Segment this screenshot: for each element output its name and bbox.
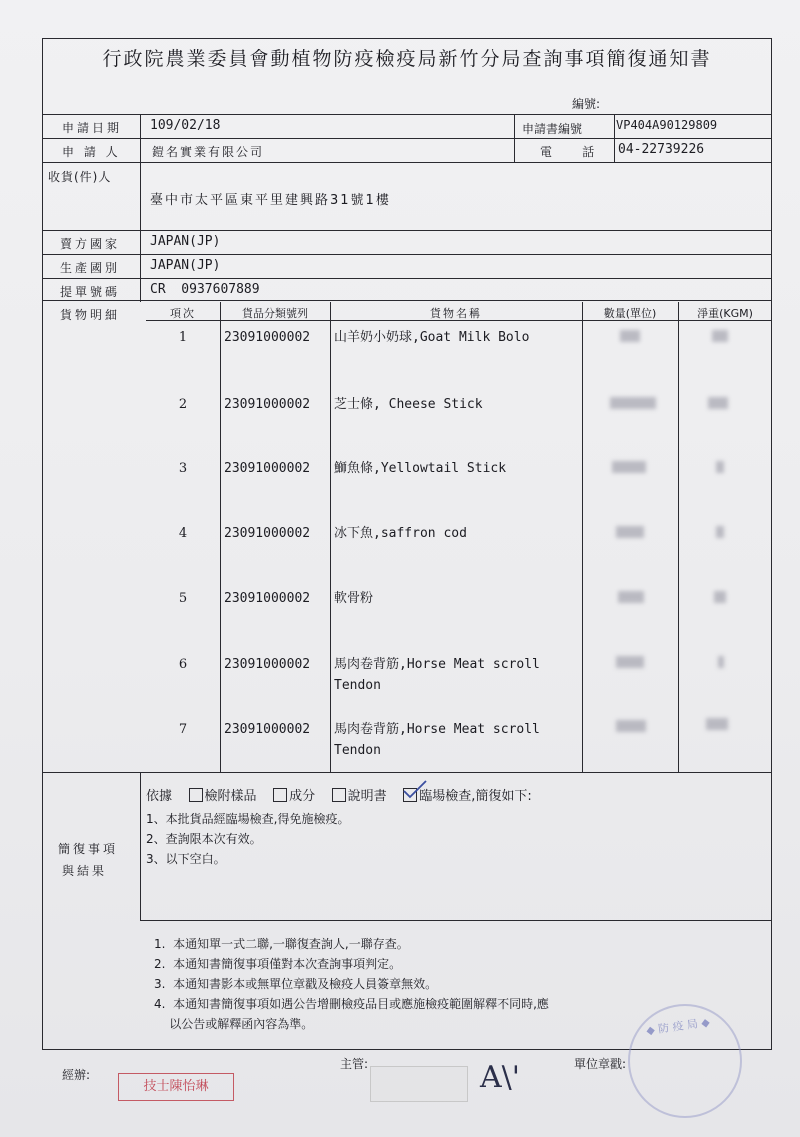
applicant-label: 申 請 人 [62,145,121,159]
table-row-7-no: 7 [178,722,188,737]
serial-label: 編號: [572,97,601,111]
supervisor-label: 主管: [340,1057,369,1071]
note-2: 2. 本通知書簡復事項僅對本次查詢事項判定。 [154,957,402,971]
table-row-3-name: 鰤魚條,Yellowtail Stick [334,461,507,476]
col-header-qty: 數量(單位) [603,307,657,320]
checkbox-manual[interactable] [332,788,346,802]
unit-seal-label: 單位章戳: [574,1057,627,1071]
table-row-1-no: 1 [178,330,188,345]
table-row-2-weight-redacted [708,397,728,409]
consignee-address: 臺中市太平區東平里建興路31號1樓 [150,193,391,208]
col-header-code: 貨品分類號列 [242,307,308,320]
result-section-label-1: 簡復事項 [58,842,119,856]
basis-tail: ,簡復如下: [471,789,532,804]
table-row-6-qty-redacted [616,656,644,668]
col-header-no: 項次 [170,307,196,320]
table-row-5-name: 軟骨粉 [334,591,374,606]
table-row-2-qty-redacted [610,397,656,409]
table-row-4-qty-redacted [616,526,644,538]
result-section-label-2: 與結果 [62,864,108,878]
table-row-6-weight-redacted [718,656,724,668]
handler-label: 經辦: [62,1068,91,1082]
table-row-7-weight-redacted [706,718,728,730]
table-row-7-name: 馬肉卷背筋,Horse Meat scroll Tendon [334,722,540,758]
checkbox-ingredient[interactable] [273,788,287,802]
table-row-3-weight-redacted [716,461,724,473]
basis-line [146,785,532,804]
result-line-1: 1、本批貨品經臨場檢查,得免施檢疫。 [146,812,350,826]
note-5: 以公告或解釋函內容為準。 [154,1017,314,1031]
table-row-2-name: 芝士條, Cheese Stick [334,397,483,412]
table-row-4-no: 4 [178,526,188,541]
checkbox-onsite-inspection[interactable] [403,788,417,802]
col-header-weight: 淨重(KGM) [697,307,753,320]
table-row-4-weight-redacted [716,526,724,538]
table-row-4-code: 23091000002 [224,526,311,541]
checkmark-icon [402,779,428,801]
table-row-6-name: 馬肉卷背筋,Horse Meat scroll Tendon [334,657,540,693]
table-row-5-no: 5 [178,591,188,606]
table-row-1-name: 山羊奶小奶球,Goat Milk Bolo [334,330,530,345]
checkbox-sample-label: 檢附樣品 [204,789,257,804]
form-no-label: 申請書編號 [522,122,583,136]
waybill-label: 提單號碼 [60,285,121,299]
table-row-5-code: 23091000002 [224,591,311,606]
unit-seal-text: ◆ 防 疫 局 ◆ [645,1015,711,1038]
supervisor-stamp [370,1066,468,1102]
basis-label: 依據 [146,789,173,804]
note-4: 4. 本通知書簡復事項如遇公告增刪檢疫品目或應施檢疫範圍解釋不同時,應 [154,997,549,1011]
form-no-value: VP404A90129809 [616,118,718,132]
origin-country-value: JAPAN(JP) [150,258,221,273]
table-row-2-code: 23091000002 [224,397,311,412]
document-title: 行政院農業委員會動植物防疫檢疫局新竹分局查詢事項簡復通知書 [102,48,712,70]
table-row-1-qty-redacted [620,330,640,342]
table-row-7-qty-redacted [616,720,646,732]
note-3: 3. 本通知書影本或無單位章戳及檢疫人員簽章無效。 [154,977,438,991]
handler-stamp: 技士陳怡琳 [118,1073,234,1101]
table-row-3-qty-redacted [612,461,646,473]
table-row-7-code: 23091000002 [224,722,311,737]
seller-country-value: JAPAN(JP) [150,234,221,249]
table-row-3-no: 3 [178,461,188,476]
apply-date-value: 109/02/18 [150,118,221,133]
col-header-name: 貨物名稱 [430,307,482,320]
table-row-3-code: 23091000002 [224,461,311,476]
apply-date-label: 申請日期 [62,121,123,135]
checkbox-ingredient-label: 成分 [289,789,316,804]
applicant-value: 鎧名實業有限公司 [152,145,265,159]
table-row-2-no: 2 [178,397,188,412]
phone-value: 04-22739226 [618,142,705,157]
result-line-2: 2、查詢限本次有效。 [146,832,262,846]
goods-detail-label: 貨物明細 [60,308,121,322]
table-row-5-weight-redacted [714,591,726,603]
seller-country-label: 賣方國家 [60,237,121,251]
table-row-4-name: 冰下魚,saffron cod [334,526,467,541]
note-1: 1. 本通知單一式二聯,一聯復查詢人,一聯存查。 [154,937,409,951]
phone-label: 電 話 [540,145,598,159]
table-row-5-qty-redacted [618,591,644,603]
table-row-1-code: 23091000002 [224,330,311,345]
supervisor-signature: A\' [480,1060,521,1095]
checkbox-manual-label: 說明書 [347,789,387,804]
checkbox-onsite-inspection-label: 臨場檢查 [419,789,472,804]
checkbox-sample[interactable] [189,788,203,802]
table-row-1-weight-redacted [712,330,728,342]
table-row-6-code: 23091000002 [224,657,311,672]
table-row-6-no: 6 [178,657,188,672]
origin-country-label: 生產國別 [60,261,121,275]
waybill-value: CR 0937607889 [150,282,260,297]
result-line-3: 3、以下空白。 [146,852,226,866]
consignee-label: 收貨(件)人 [48,170,112,184]
